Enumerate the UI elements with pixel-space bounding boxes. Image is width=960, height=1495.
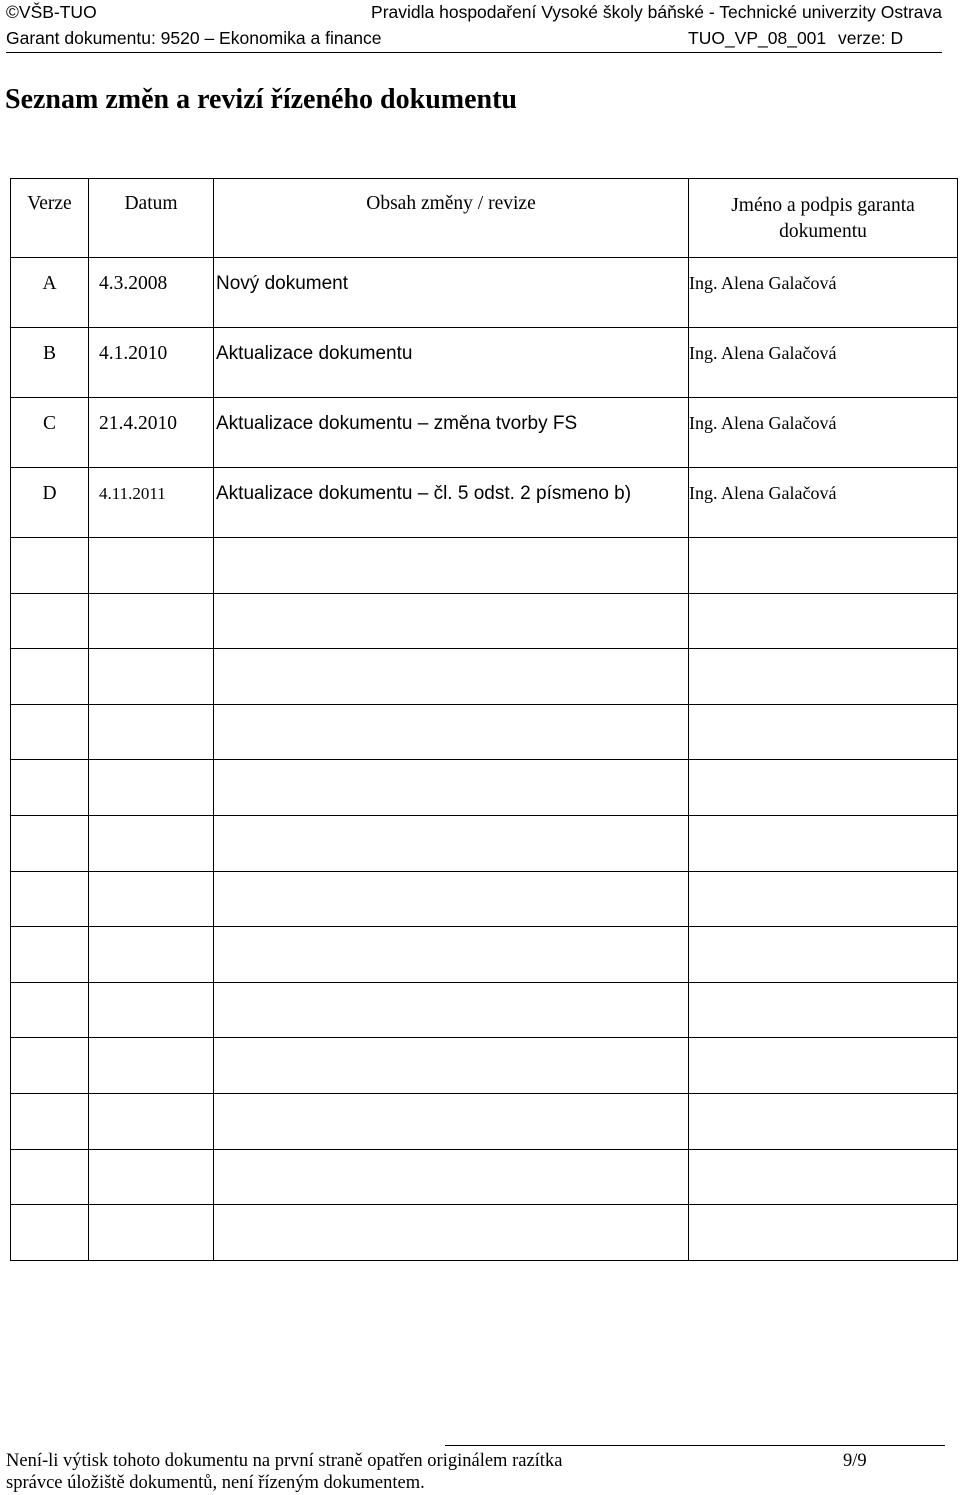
table-row xyxy=(11,468,958,538)
header-document-code: TUO_VP_08_001 xyxy=(688,28,827,48)
empty-row xyxy=(11,815,958,871)
table-row xyxy=(11,328,958,398)
table-header-row xyxy=(11,179,958,258)
header-name-cell: Jméno a podpis garanta dokumentu xyxy=(689,179,958,258)
empty-row xyxy=(11,1205,958,1261)
row-content: Nový dokument xyxy=(216,273,349,294)
empty-row xyxy=(11,1149,958,1205)
row-content: Aktualizace dokumentu – čl. 5 odst. 2 písmeno b) xyxy=(216,483,632,504)
page-number: 9/9 xyxy=(843,1451,867,1471)
footer-note-line2: správce úložiště dokumentů, není řízeným dokumentem. xyxy=(6,1473,425,1493)
page-header-bottom xyxy=(6,28,942,53)
header-version-cell: Verze xyxy=(11,179,89,258)
empty-row xyxy=(11,1038,958,1094)
row-date: 4.1.2010 xyxy=(99,343,168,364)
row-name: Ing. Alena Galačová xyxy=(689,483,837,503)
header-regulation-title: Pravidla hospodaření Vysoké školy báňské - Technické univerzity Ostrava xyxy=(371,2,942,22)
footer-divider xyxy=(445,1445,945,1446)
header-garant: Garant dokumentu: 9520 – Ekonomika a finance xyxy=(6,28,382,48)
row-content: Aktualizace dokumentu xyxy=(216,343,413,364)
table-row xyxy=(11,258,958,328)
header-date-cell: Datum xyxy=(89,179,214,258)
row-name: Ing. Alena Galačová xyxy=(689,343,837,363)
row-version: C xyxy=(11,398,89,468)
header-copyright: ©VŠB-TUO xyxy=(6,2,97,22)
revision-table xyxy=(10,178,958,1261)
empty-row xyxy=(11,538,958,594)
empty-row xyxy=(11,704,958,760)
page-title: Seznam změn a revizí řízeného dokumentu xyxy=(5,84,517,115)
row-content: Aktualizace dokumentu – změna tvorby FS xyxy=(216,413,578,434)
row-version: A xyxy=(11,258,89,328)
row-date: 4.3.2008 xyxy=(99,273,168,294)
header-version: verze: D xyxy=(838,28,904,48)
footer-note-line1: Není-li výtisk tohoto dokumentu na první straně opatřen originálem razítka xyxy=(6,1451,563,1471)
row-date: 21.4.2010 xyxy=(99,413,177,434)
empty-row xyxy=(11,1093,958,1149)
empty-row xyxy=(11,927,958,983)
row-version: B xyxy=(11,328,89,398)
empty-row xyxy=(11,649,958,705)
row-version: D xyxy=(11,468,89,538)
empty-row xyxy=(11,982,958,1038)
header-content-cell: Obsah změny / revize xyxy=(214,179,689,258)
row-name: Ing. Alena Galačová xyxy=(689,413,837,433)
row-name: Ing. Alena Galačová xyxy=(689,273,837,293)
page-header-top xyxy=(6,2,942,28)
table-row xyxy=(11,398,958,468)
row-date: 4.11.2011 xyxy=(99,484,166,503)
empty-row xyxy=(11,593,958,649)
empty-row xyxy=(11,871,958,927)
empty-row xyxy=(11,760,958,816)
